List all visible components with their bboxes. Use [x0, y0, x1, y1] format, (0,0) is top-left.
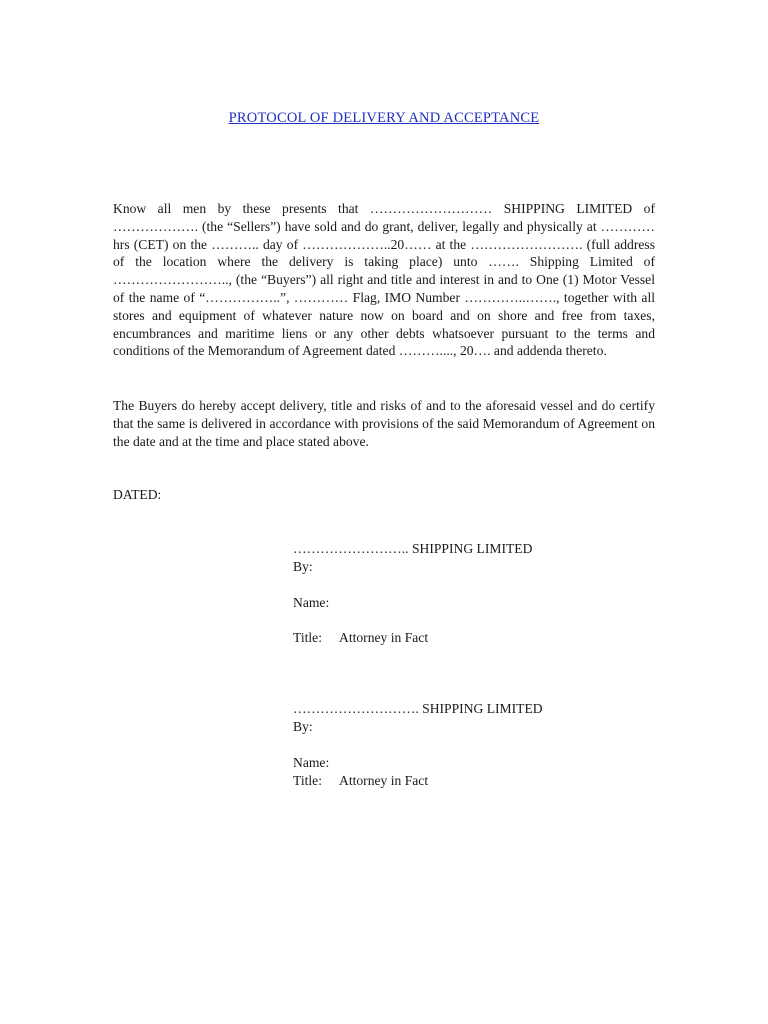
seller-signature-block [293, 540, 673, 647]
signature-title-value: Attorney in Fact [339, 630, 429, 645]
signature-title-line [293, 629, 673, 647]
signature-title-value: Attorney in Fact [339, 772, 429, 788]
dated-label: DATED: [113, 487, 162, 502]
acceptance-paragraph: The Buyers do hereby accept delivery, title and risks of and to the aforesaid vessel and do certify that the same is delivered in accordance with provisions of the said Memorandum of Agreement on the date and at the time and place stated above. [113, 398, 655, 449]
signature-title-label: Title: [293, 630, 322, 645]
signature-by-label: By: [293, 719, 313, 734]
delivery-paragraph: Know all men by these presents that ……………………… SHIPPING LIMITED of ………………. (the “Sellers”) have sold and do grant, deliver, legally and physically at …………hrs (CET) on the ……….. day of ………………..20…… at the ……………………. (full address of the location where the delivery is taking place) unto ……. Shipping Limited of …………………….., (the “Buyers”) all right and title and interest in and to One (1) Motor Vessel of the name of “……………..”, ………… Flag, IMO Number …………..……., together with all stores and equipment of whatever nature now on board and on shore and free from taxes, encumbrances and maritime liens or any other debts whatsoever pursuant to the terms and conditions of the Memorandum of Agreement dated ………...., 20…. and addenda thereto. [113, 201, 655, 359]
signature-by-label: By: [293, 559, 313, 574]
signature-company: …………………….. SHIPPING LIMITED [293, 541, 533, 556]
signature-name-label: Name: [293, 754, 330, 770]
signature-company: ………………………. SHIPPING LIMITED [293, 701, 543, 716]
signature-name-label: Name: [293, 594, 330, 610]
buyer-signature-block [293, 700, 673, 790]
document-title: PROTOCOL OF DELIVERY AND ACCEPTANCE [228, 110, 540, 126]
signature-title-label: Title: [293, 772, 322, 788]
signature-title-line [293, 772, 673, 790]
